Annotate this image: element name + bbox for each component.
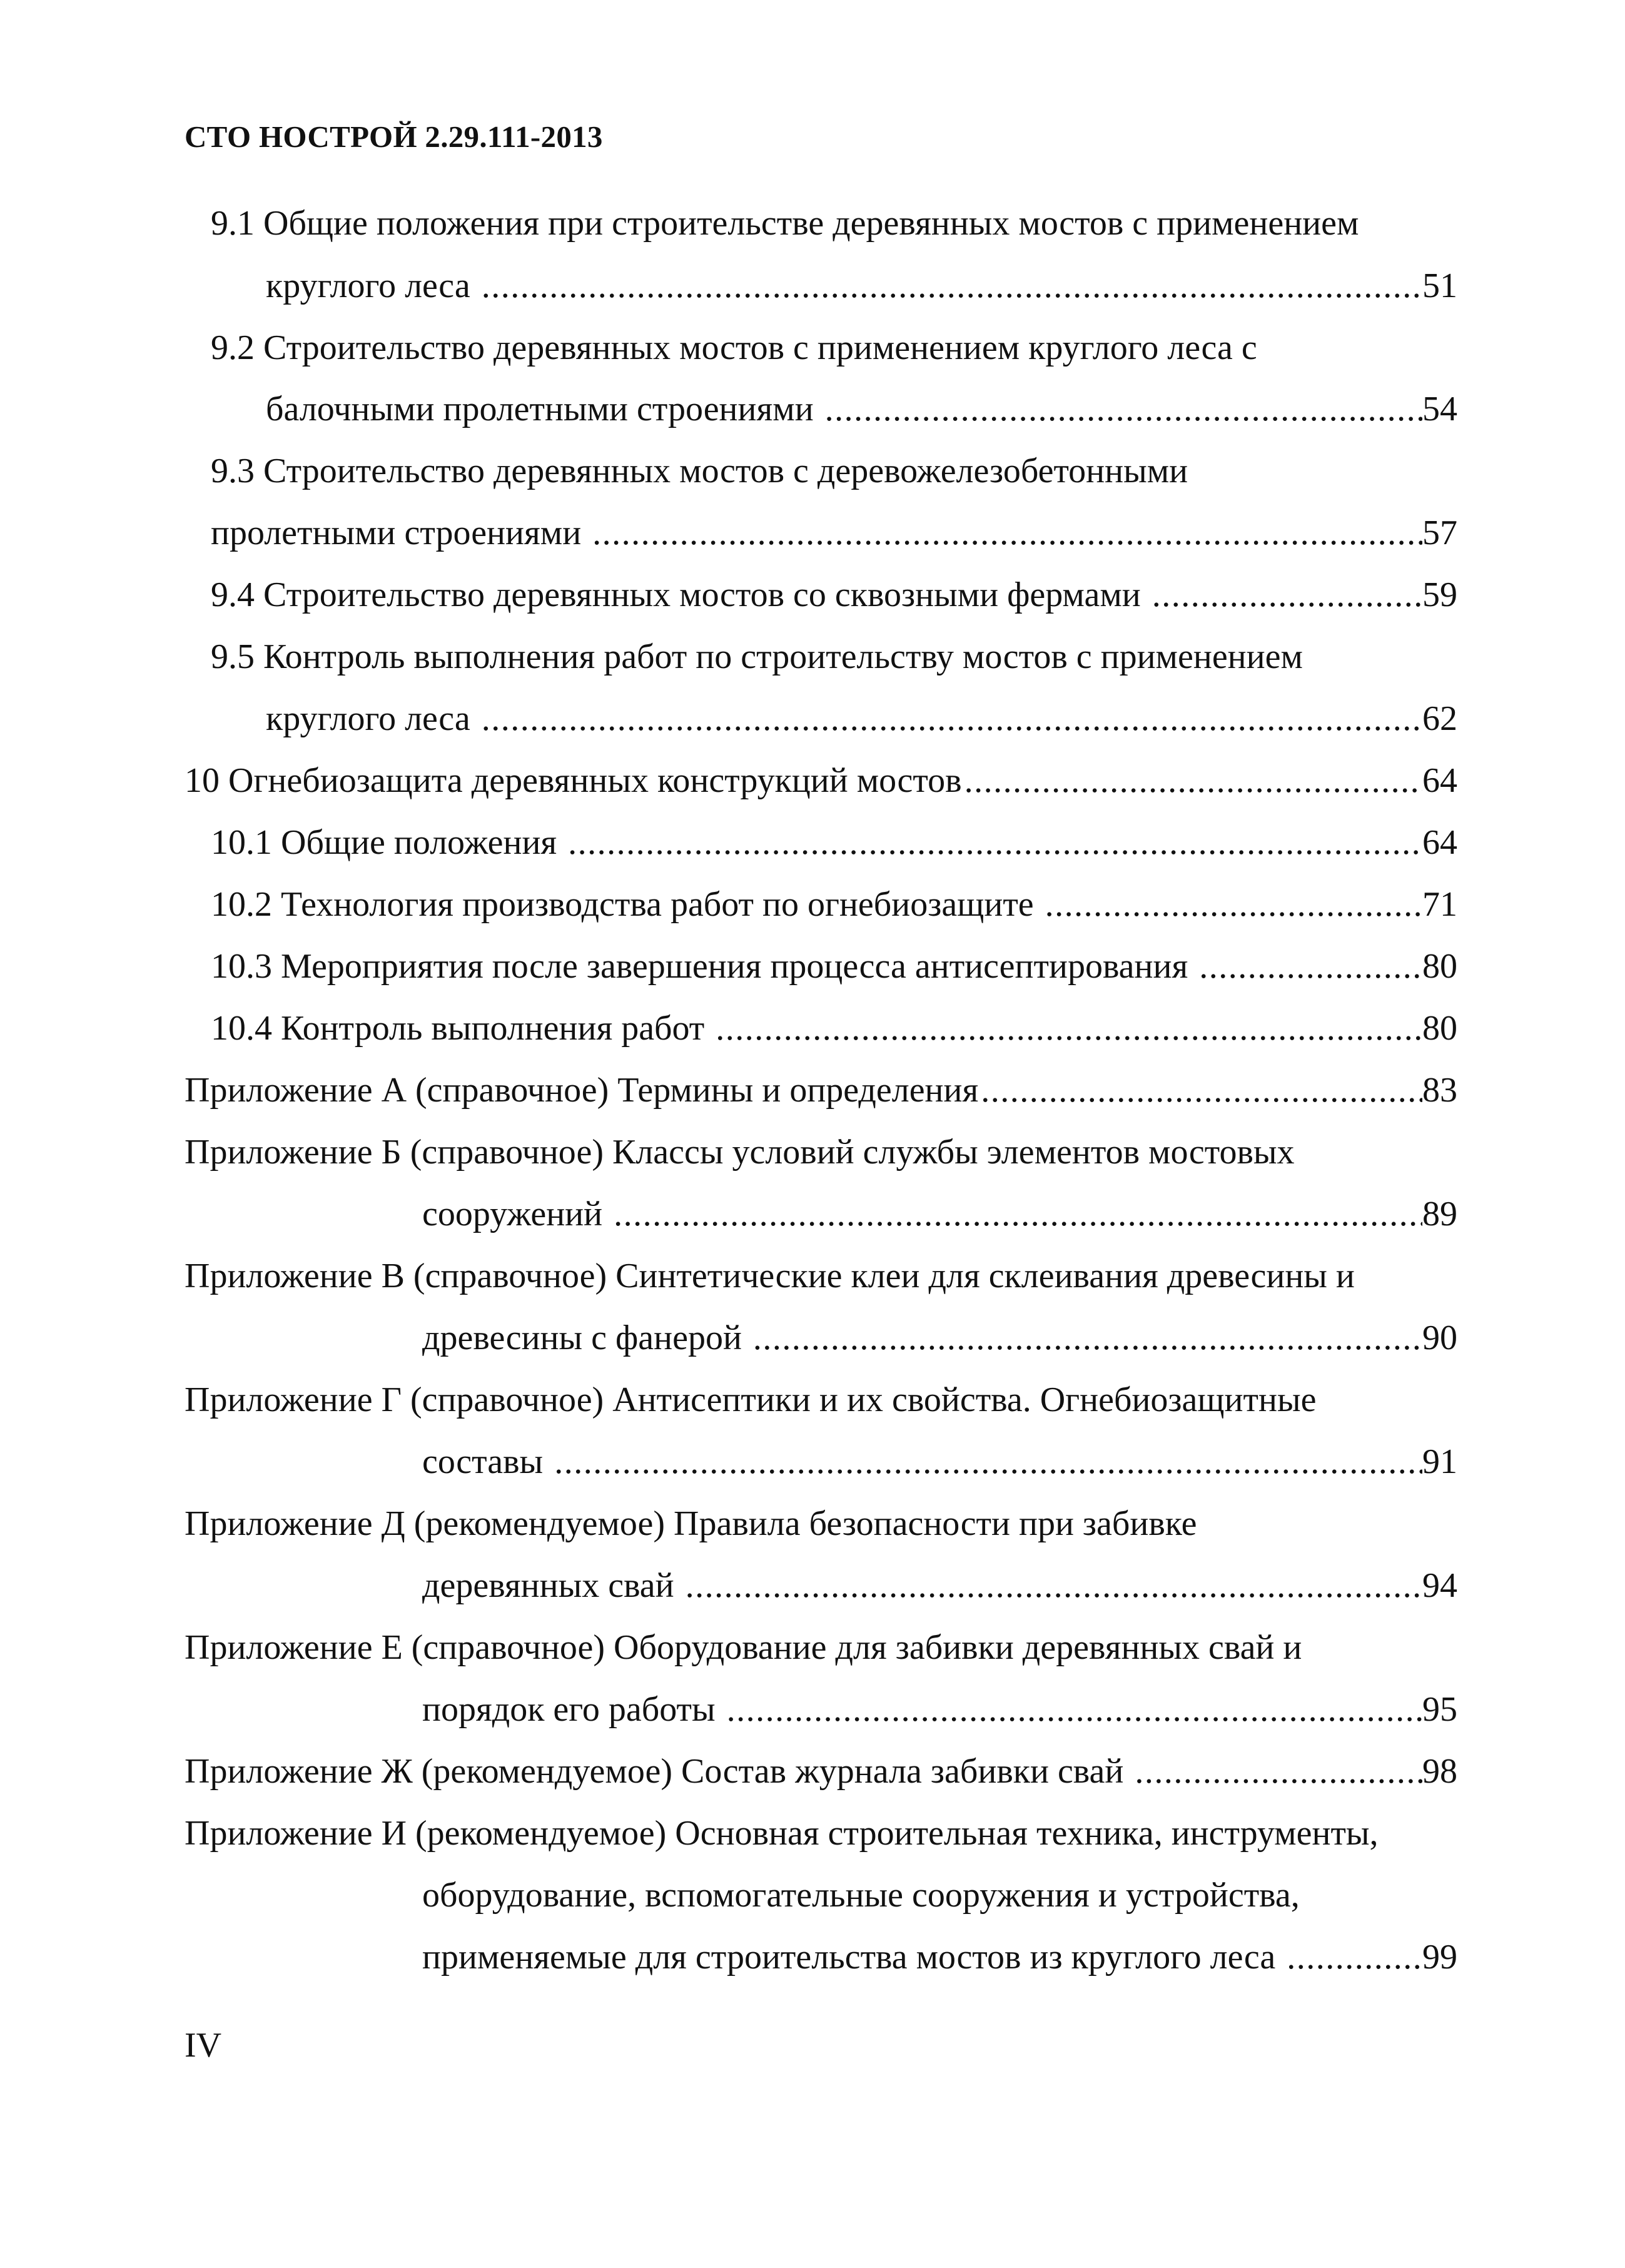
page-ref: 91 <box>1422 1442 1457 1481</box>
leader-dots <box>1045 884 1422 924</box>
toc-appendix-i-line3[interactable]: применяемые для строительства мостов из круглого леса ..... 99 <box>422 1937 1457 1977</box>
page-ref: 83 <box>1422 1071 1457 1110</box>
page-ref: 51 <box>1422 266 1457 305</box>
toc-entry-9-2-line2[interactable]: балочными пролетными строениями ..... 54 <box>266 389 1457 429</box>
toc-entry-9-4[interactable]: 9.4 Строительство деревянных мостов со сквозными фермами ..... 59 <box>211 575 1457 615</box>
toc-entry-9-3-line2[interactable]: пролетными строениями ..... 57 <box>211 513 1457 553</box>
leader-dots <box>727 1689 1422 1729</box>
toc-entry-9-1-line2[interactable]: круглого леса ..... 51 <box>266 266 1457 306</box>
page-ref: 80 <box>1422 947 1457 986</box>
page-ref: 90 <box>1422 1319 1457 1357</box>
toc-appendix-e-line1[interactable]: Приложение Е (справочное) Оборудование для забивки деревянных свай и <box>185 1628 1302 1667</box>
toc-entry-9-3-line1[interactable]: 9.3 Строительство деревянных мостов с деревожелезобетонными <box>211 452 1188 490</box>
leader-dots <box>825 389 1422 429</box>
leader-dots <box>568 823 1422 863</box>
toc-appendix-zh[interactable]: Приложение Ж (рекомендуемое) Состав журнала забивки свай ..... 98 <box>185 1751 1457 1791</box>
toc-entry-10[interactable]: 10 Огнебиозащита деревянных конструкций мостов ..... 64 <box>185 761 1457 801</box>
toc-appendix-i-line1[interactable]: Приложение И (рекомендуемое) Основная строительная техника, инструменты, <box>185 1814 1379 1853</box>
toc-appendix-d-line2[interactable]: деревянных свай ..... 94 <box>422 1566 1457 1606</box>
leader-dots <box>716 1008 1422 1048</box>
document-code: СТО НОСТРОЙ 2.29.111-2013 <box>185 119 603 154</box>
toc-entry-10-1[interactable]: 10.1 Общие положения ..... 64 <box>211 823 1457 863</box>
leader-dots <box>964 761 1422 801</box>
leader-dots <box>482 699 1422 739</box>
page-ref: 94 <box>1422 1566 1457 1605</box>
toc-entry-9-5-line2[interactable]: круглого леса ..... 62 <box>266 699 1457 739</box>
page-ref: 89 <box>1422 1195 1457 1233</box>
toc-entry-10-3[interactable]: 10.3 Мероприятия после завершения процесса антисептирования ..... 80 <box>211 946 1457 986</box>
page-ref: 64 <box>1422 823 1457 862</box>
toc-appendix-g-line2[interactable]: составы ..... 91 <box>422 1442 1457 1482</box>
toc-appendix-v-line1[interactable]: Приложение В (справочное) Синтетические клеи для склеивания древесины и <box>185 1257 1355 1295</box>
page-ref: 80 <box>1422 1009 1457 1048</box>
toc-appendix-b-line1[interactable]: Приложение Б (справочное) Классы условий службы элементов мостовых <box>185 1133 1295 1172</box>
leader-dots <box>1152 575 1422 615</box>
leader-dots <box>686 1566 1422 1606</box>
toc-appendix-a[interactable]: Приложение А (справочное) Термины и определения ..... 83 <box>185 1070 1457 1110</box>
toc-entry-10-2[interactable]: 10.2 Технология производства работ по огнебиозащите ..... 71 <box>211 884 1457 924</box>
toc-appendix-e-line2[interactable]: порядок его работы ..... 95 <box>422 1689 1457 1729</box>
leader-dots <box>1287 1937 1422 1977</box>
leader-dots <box>614 1194 1422 1234</box>
page-ref: 54 <box>1422 390 1457 428</box>
leader-dots <box>1135 1751 1422 1791</box>
toc-appendix-v-line2[interactable]: древесины с фанерой ..... 90 <box>422 1318 1457 1358</box>
leader-dots <box>482 266 1422 306</box>
page-number: IV <box>185 2026 222 2065</box>
page-ref: 99 <box>1422 1938 1457 1977</box>
page-ref: 57 <box>1422 514 1457 552</box>
toc-entry-10-4[interactable]: 10.4 Контроль выполнения работ ..... 80 <box>211 1008 1457 1048</box>
toc-appendix-i-line2[interactable]: оборудование, вспомогательные сооружения и устройства, <box>422 1876 1300 1915</box>
toc-entry-9-2-line1[interactable]: 9.2 Строительство деревянных мостов с применением круглого леса с <box>211 328 1257 367</box>
page-ref: 71 <box>1422 885 1457 924</box>
toc-appendix-b-line2[interactable]: сооружений ..... 89 <box>422 1194 1457 1234</box>
leader-dots <box>1199 946 1422 986</box>
page-ref: 64 <box>1422 761 1457 800</box>
leader-dots <box>753 1318 1422 1358</box>
toc-appendix-g-line1[interactable]: Приложение Г (справочное) Антисептики и их свойства. Огнебиозащитные <box>185 1380 1317 1419</box>
toc-entry-9-5-line1[interactable]: 9.5 Контроль выполнения работ по строительству мостов с применением <box>211 637 1303 676</box>
leader-dots <box>981 1070 1422 1110</box>
page-ref: 98 <box>1422 1752 1457 1791</box>
page-ref: 59 <box>1422 575 1457 614</box>
page-ref: 95 <box>1422 1690 1457 1729</box>
page-ref: 62 <box>1422 699 1457 738</box>
toc-entry-9-1-line1[interactable]: 9.1 Общие положения при строительстве деревянных мостов с применением <box>211 204 1359 243</box>
toc-appendix-d-line1[interactable]: Приложение Д (рекомендуемое) Правила безопасности при забивке <box>185 1504 1197 1543</box>
leader-dots <box>554 1442 1422 1482</box>
leader-dots <box>592 513 1422 553</box>
